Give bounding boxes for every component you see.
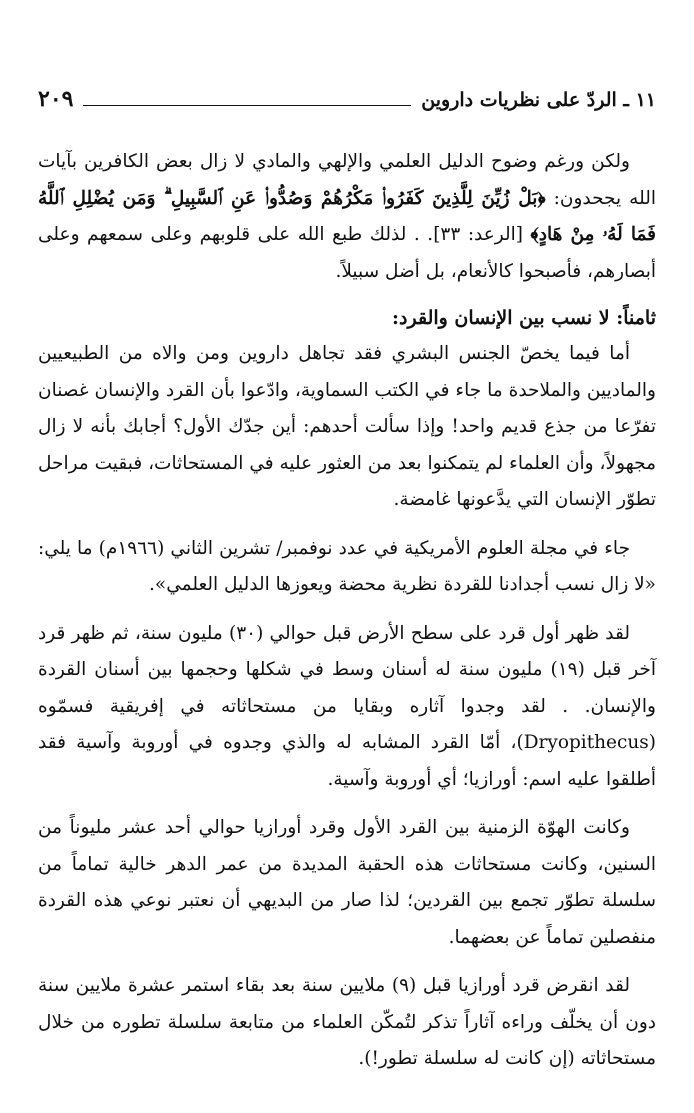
paragraph-6: لقد انقرض قرد أورازيا قبل (٩) ملايين سنة بعد بقاء استمر عشرة ملايين سنة دون أن يخلّف وراءه آثاراً تذكر لتُمكّن العلماء من متابعة سلسلة تطوره من خلال مستحاثاته (إن كانت له سلسلة تطور!).	[38, 975, 656, 1069]
page-number: ٢٠٩	[38, 86, 74, 112]
page-body	[38, 144, 656, 1090]
running-header	[38, 74, 656, 110]
paragraph-1-text-after: [الرعد: ٣٣]. . لذلك طبع الله على قلوبهم وعلى سمعهم وعلى أبصارهم، فأصبحوا كالأنعام، بل أضل سبيلاً.	[38, 224, 656, 282]
section-heading: ثامناً: لا نسب بين الإنسان والقرد:	[392, 307, 656, 329]
paragraph-5: وكانت الهوّة الزمنية بين القرد الأول وقرد أورازيا حوالي أحد عشر مليوناً من السنين، وكانت مستحاثات هذه الحقبة المديدة من عمر الدهر خالية تماماً من سلسلة تطوّر تجمع بين القردين؛ لذا صار من البديهي أن نعتبر نوعي هذه القردة منفصلين تماماً عن بعضهما.	[38, 817, 656, 948]
paragraph-1-text-before: ولكن ورغم وضوح الدليل العلمي والإلهي والمادي لا زال بعض الكافرين بآيات الله يجحدون:	[38, 151, 656, 209]
header-rule	[83, 105, 411, 106]
quran-verse: ﴿بَلْ زُيِّنَ لِلَّذِينَ كَفَرُوا۟ مَكْرُهُمْ وَصُدُّوا۟ عَنِ ٱلسَّبِيلِ ۗ وَمَن يُضْلِلِ ٱللَّهُ فَمَا لَهُۥ مِنْ هَادٍ﴾	[38, 187, 656, 245]
paragraph-4: لقد ظهر أول قرد على سطح الأرض قبل حوالي (٣٠) مليون سنة، ثم ظهر قرد آخر قبل (١٩) مليون سنة له أسنان وسط في شكلها وحجمها بين أسنان القردة والإنسان. . لقد وجدوا آثاره وبقايا من مستحاثاته في إفريقية فسمّوه (Dryopithecus)، أمّا القرد المشابه له والذي وجدوه في أوروبة وآسية فقد أطلقوا عليه اسم: أورازيا؛ أي أوروبة وآسية.	[38, 622, 657, 790]
paragraph-1	[38, 144, 656, 290]
paragraph-3: جاء في مجلة العلوم الأمريكية في عدد نوفمبر/ تشرين الثاني (١٩٦٦م) ما يلي: «لا زال نسب أجدادنا للقردة نظرية محضة ويعوزها الدليل العلمي».	[38, 537, 656, 595]
chapter-title: ١١ ـ الردّ على نظريات داروين	[421, 89, 656, 111]
paragraph-2: أما فيما يخصّ الجنس البشري فقد تجاهل داروين ومن والاه من الطبيعيين والماديين والملاحدة ما جاء في الكتب السماوية، وادّعوا بأن القرد والإنسان غصنان تفرّعا من جذع قديم واحد! وإذا سألت أحدهم: أين جدّك الأول؟ أجابك بأنه لا زال مجهولاً، وأن العلماء لم يتمكنوا بعد من العثور عليه في المستحاثات، فبقيت مراحل تطوّر الإنسان التي يدَّعونها غامضة.	[38, 343, 656, 510]
